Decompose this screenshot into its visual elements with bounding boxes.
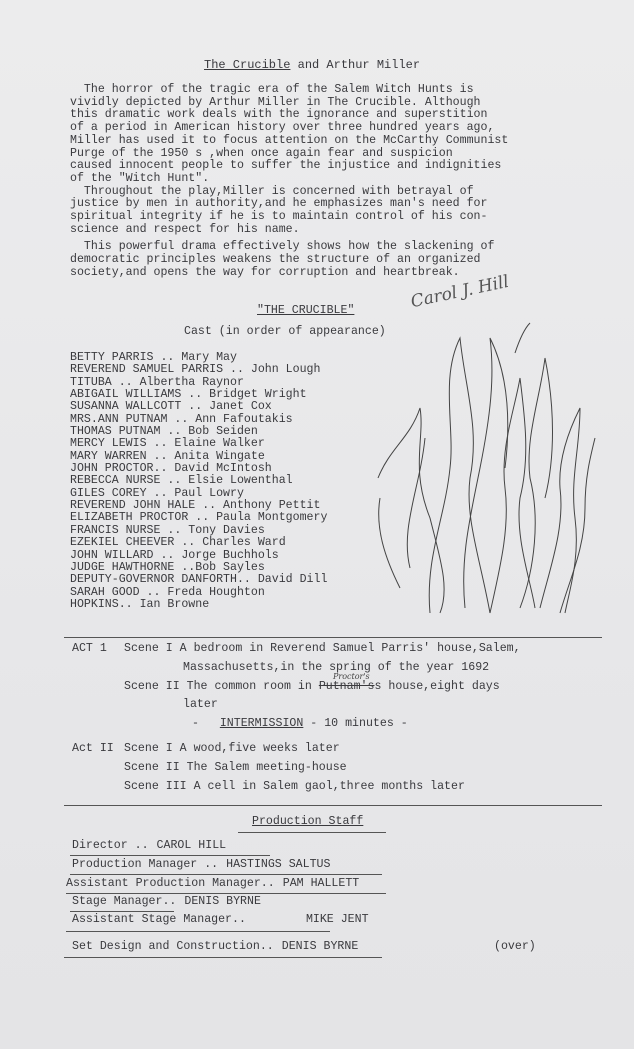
rule — [70, 911, 174, 912]
act1-scene2-cont: later — [183, 698, 218, 711]
intro-line: Miller has used it to focus attention on the McCarthy Communist — [70, 133, 509, 147]
cast-item: JOHN PROCTOR.. David McIntosh — [70, 462, 272, 476]
intro-line: This powerful drama effectively shows how the slackening of — [70, 240, 495, 254]
scene-text: s house,eight days — [374, 680, 500, 693]
intro-line: justice by men in authority,and he emphasizes man's need for — [70, 197, 488, 211]
cast-item: JUDGE HAWTHORNE ..Bob Sayles — [70, 560, 265, 574]
intro-line: Throughout the play,Miller is concerned with betrayal of — [70, 184, 474, 198]
act1-scene1-cont: Massachusetts,in the spring of the year 1692 — [183, 661, 490, 674]
divider — [64, 805, 602, 806]
cast-item: TITUBA .. Albertha Raynor — [70, 375, 244, 389]
divider — [64, 637, 602, 638]
rule — [70, 855, 270, 856]
cast-item: THOMAS PUTNAM .. Bob Seiden — [70, 425, 258, 439]
scene-text: Scene II The common room in — [124, 680, 319, 693]
handwritten-signature: Carol J. Hill — [409, 271, 511, 313]
cast-heading: "THE CRUCIBLE" — [257, 304, 355, 317]
cast-item: DEPUTY-GOVERNOR DANFORTH.. David Dill — [70, 573, 328, 587]
cast-item: HOPKINS.. Ian Browne — [70, 597, 210, 611]
intro-line: spiritual integrity if he is to maintain control of his con- — [70, 210, 488, 224]
cast-subheading: Cast (in order of appearance) — [184, 325, 386, 338]
staff-name: HASTINGS SALTUS — [226, 858, 331, 871]
cast-item: MRS.ANN PUTNAM .. Ann Fafoutakis — [70, 412, 293, 426]
staff-row — [72, 895, 261, 908]
act1-scene1: Scene I A bedroom in Reverend Samuel Parris' house,Salem, — [124, 642, 521, 655]
flame-drawing — [370, 318, 600, 618]
cast-item: BETTY PARRIS .. Mary May — [70, 351, 237, 364]
cast-item: MERCY LEWIS .. Elaine Walker — [70, 437, 265, 451]
cast-item: REBECCA NURSE .. Elsie Lowenthal — [70, 474, 293, 488]
over-note: (over) — [494, 940, 536, 953]
rule — [238, 832, 386, 833]
staff-name: DENIS BYRNE — [184, 895, 261, 908]
intro-paragraph-2 — [70, 241, 540, 279]
cast-item: SUSANNA WALLCOTT .. Janet Cox — [70, 400, 272, 414]
intermission-line — [192, 717, 408, 731]
title-underlined: The Crucible — [204, 58, 291, 72]
act2-scene3: Scene III A cell in Salem gaol,three months later — [124, 780, 465, 793]
title-rest: and Arthur Miller — [290, 58, 421, 72]
intro-line: democratic principles weakens the structure of an organized — [70, 253, 481, 267]
intro-text — [70, 84, 540, 285]
cast-item: REVEREND JOHN HALE .. Anthony Pettit — [70, 499, 321, 513]
staff-role: Assistant Production Manager.. — [66, 877, 275, 890]
intro-line: The horror of the tragic era of the Salem Witch Hunts is — [70, 83, 474, 96]
rule — [66, 931, 330, 932]
intro-line: of the "Witch Hunt". — [70, 171, 210, 185]
staff-row — [72, 940, 358, 953]
intro-line: science and respect for his name. — [70, 222, 300, 236]
staff-row — [72, 839, 226, 852]
act2-scene2: Scene II The Salem meeting-house — [124, 761, 347, 774]
struck-text: Putnam's — [318, 680, 375, 693]
rule — [64, 957, 382, 958]
page-title — [204, 58, 420, 72]
cast-item: EZEKIEL CHEEVER .. Charles Ward — [70, 536, 286, 550]
intermission-time: - 10 minutes - — [303, 717, 408, 730]
staff-heading: Production Staff — [252, 815, 364, 828]
intro-line: this dramatic work deals with the ignorance and superstition — [70, 108, 488, 122]
cast-item: ABIGAIL WILLIAMS .. Bridget Wright — [70, 388, 307, 402]
staff-role: Production Manager .. — [72, 858, 219, 871]
staff-name: CAROL HILL — [156, 839, 227, 852]
staff-role: Director .. — [72, 839, 149, 852]
act2-label: Act II — [72, 742, 114, 755]
cast-item: MARY WARREN .. Anita Wingate — [70, 449, 265, 463]
staff-name: PAM HALLETT — [282, 877, 360, 890]
intro-line: society,and opens the way for corruption and heartbreak. — [70, 265, 460, 279]
cast-item: REVEREND SAMUEL PARRIS .. John Lough — [70, 363, 321, 377]
intro-line: caused innocent people to suffer the injustice and indignities — [70, 159, 502, 173]
cast-list — [70, 352, 327, 611]
intermission-label: INTERMISSION — [219, 717, 304, 730]
staff-row — [72, 913, 369, 926]
cast-item: GILES COREY .. Paul Lowry — [70, 486, 244, 500]
handwritten-correction: Proctor's — [333, 672, 370, 681]
act1-label: ACT 1 — [72, 642, 107, 655]
staff-name: DENIS BYRNE — [281, 940, 359, 953]
intro-line: of a period in American history over three hundred years ago, — [70, 121, 495, 135]
rule — [66, 893, 386, 894]
staff-row — [72, 858, 330, 871]
intro-line: vividly depicted by Arthur Miller in The Crucible. Although — [70, 95, 481, 109]
staff-role: Stage Manager.. — [72, 895, 177, 908]
rule — [70, 874, 382, 875]
cast-item: FRANCIS NURSE .. Tony Davies — [70, 523, 265, 537]
act1-scene2 — [124, 680, 500, 694]
staff-name: MIKE JENT — [305, 913, 369, 926]
cast-item: SARAH GOOD .. Freda Houghton — [70, 585, 265, 599]
intro-line: Purge of the 1950 s ,when once again fear and suspicion — [70, 146, 453, 160]
staff-role: Assistant Stage Manager.. — [72, 913, 246, 926]
staff-role: Set Design and Construction.. — [72, 940, 274, 953]
intro-paragraph-1 — [70, 84, 540, 236]
intermission-dash: - — [192, 717, 199, 730]
staff-row — [66, 877, 359, 890]
act2-scene1: Scene I A wood,five weeks later — [124, 742, 340, 755]
cast-item: JOHN WILLARD .. Jorge Buchhols — [70, 548, 279, 562]
cast-item: ELIZABETH PROCTOR .. Paula Montgomery — [70, 511, 328, 525]
